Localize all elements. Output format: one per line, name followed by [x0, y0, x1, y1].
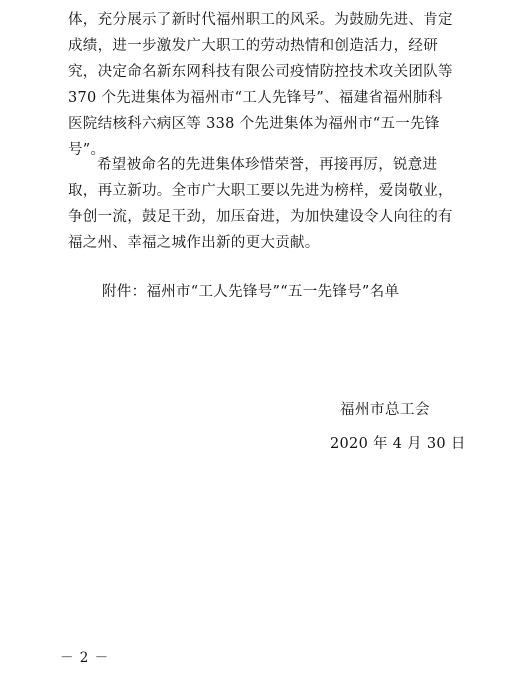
signature-organization: 福州市总工会 — [340, 402, 430, 418]
signature-date: 2020 年 4 月 30 日 — [330, 436, 466, 452]
body-paragraph-1: 体，充分展示了新时代福州职工的风采。为鼓励先进、肯定成绩，进一步激发广大职工的劳动热情和创造活力，经研究，决定命名新东网科技有限公司疫情防控技术攻关团队等 370 个先进集体为福州市“工人先锋号”、福建省福州肺科医院结核科六病区等 338 个先进集体为福州市“五一先锋号”。 — [68, 12, 453, 158]
page-number: － 2 － — [60, 650, 110, 666]
body-paragraph-2: 希望被命名的先进集体珍惜荣誉，再接再厉，锐意进取，再立新功。全市广大职工要以先进为榜样，爱岗敬业，争创一流，鼓足干劲，加压奋进，为加快建设令人向往的有福之州、幸福之城作出新的更大贡献。 — [68, 157, 453, 251]
attachment-line: 附件：福州市“工人先锋号”“五一先锋号”名单 — [102, 284, 400, 300]
